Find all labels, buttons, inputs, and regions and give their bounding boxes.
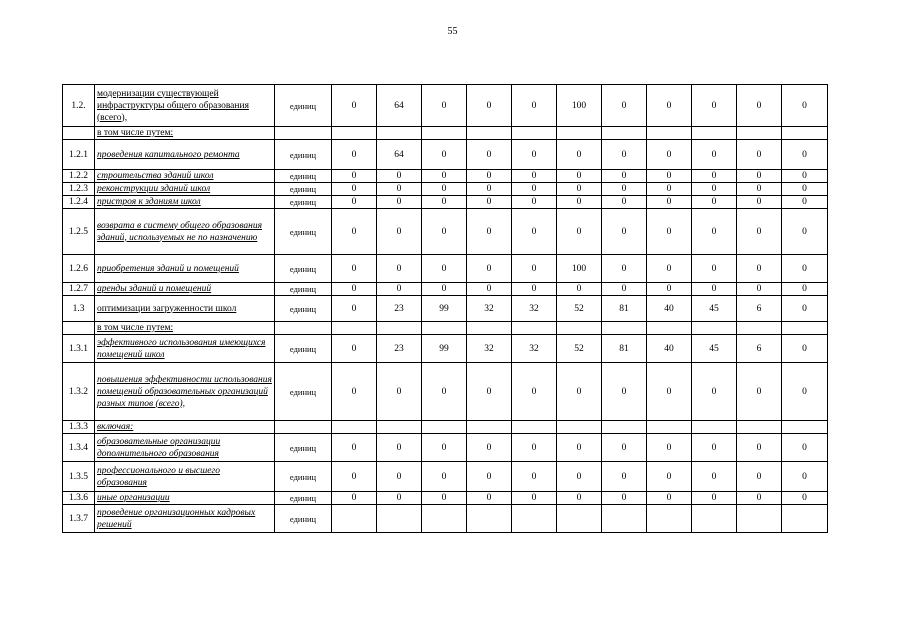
value-cell: 0: [737, 140, 782, 170]
value-cell: [737, 505, 782, 533]
value-cell: [467, 127, 512, 140]
value-cell: 0: [647, 255, 692, 283]
table-row: [63, 462, 828, 492]
value-cell: 0: [692, 434, 737, 462]
value-cell: [422, 322, 467, 335]
value-cell: 81: [602, 335, 647, 363]
table-row: [63, 196, 828, 209]
value-cell: 0: [422, 283, 467, 296]
value-cell: 0: [512, 183, 557, 196]
value-cell: [332, 127, 377, 140]
row-name-text: проведения капитального ремонта: [97, 149, 240, 160]
value-cell: 0: [692, 85, 737, 127]
value-cell: 0: [332, 434, 377, 462]
value-cell: 0: [512, 85, 557, 127]
value-cell: 0: [602, 183, 647, 196]
value-cell: 0: [422, 462, 467, 492]
value-cell: 0: [332, 462, 377, 492]
value-cell: [692, 505, 737, 533]
table-row: [63, 255, 828, 283]
value-cell: 0: [602, 462, 647, 492]
value-cell: 0: [512, 434, 557, 462]
value-cell: [602, 127, 647, 140]
row-name: [95, 434, 275, 462]
value-cell: 32: [467, 296, 512, 322]
value-cell: [557, 505, 602, 533]
value-cell: 0: [422, 363, 467, 421]
value-cell: 0: [557, 363, 602, 421]
value-cell: 0: [557, 140, 602, 170]
row-code: 1.2.6: [63, 255, 95, 283]
table-row: [63, 209, 828, 255]
value-cell: [467, 322, 512, 335]
row-unit: единиц: [275, 85, 332, 127]
value-cell: 0: [332, 196, 377, 209]
row-code: 1.2.3: [63, 183, 95, 196]
row-name-text: в том числе путем:: [97, 323, 174, 333]
value-cell: 32: [467, 335, 512, 363]
value-cell: 64: [377, 140, 422, 170]
value-cell: 0: [602, 85, 647, 127]
value-cell: 0: [782, 462, 828, 492]
row-code: 1.2.7: [63, 283, 95, 296]
row-code: 1.3.1: [63, 335, 95, 363]
value-cell: [647, 421, 692, 434]
value-cell: [602, 421, 647, 434]
value-cell: 0: [377, 434, 422, 462]
value-cell: 0: [467, 183, 512, 196]
row-name: [95, 322, 275, 335]
table-row: [63, 127, 828, 140]
value-cell: [422, 421, 467, 434]
value-cell: 0: [602, 209, 647, 255]
value-cell: [782, 322, 828, 335]
value-cell: 32: [512, 335, 557, 363]
value-cell: 0: [737, 170, 782, 183]
value-cell: 0: [512, 363, 557, 421]
value-cell: 0: [782, 283, 828, 296]
value-cell: 0: [512, 255, 557, 283]
table-row: [63, 322, 828, 335]
row-name: [95, 85, 275, 127]
value-cell: 0: [737, 255, 782, 283]
value-cell: [557, 322, 602, 335]
value-cell: 0: [647, 183, 692, 196]
value-cell: 0: [737, 183, 782, 196]
row-unit: единиц: [275, 170, 332, 183]
value-cell: 0: [377, 196, 422, 209]
value-cell: 0: [737, 462, 782, 492]
value-cell: 0: [332, 140, 377, 170]
value-cell: 81: [602, 296, 647, 322]
value-cell: [512, 505, 557, 533]
value-cell: 0: [737, 283, 782, 296]
value-cell: 0: [557, 492, 602, 505]
value-cell: 0: [422, 255, 467, 283]
value-cell: 0: [647, 462, 692, 492]
row-code: 1.3.4: [63, 434, 95, 462]
value-cell: 0: [647, 283, 692, 296]
table-row: [63, 85, 828, 127]
row-name: [95, 335, 275, 363]
value-cell: 0: [602, 196, 647, 209]
value-cell: 0: [422, 183, 467, 196]
value-cell: 0: [377, 462, 422, 492]
value-cell: [737, 421, 782, 434]
row-name-text: реконструкции зданий школ: [97, 184, 211, 194]
value-cell: 0: [647, 209, 692, 255]
value-cell: 0: [692, 170, 737, 183]
value-cell: 0: [782, 335, 828, 363]
value-cell: 0: [377, 363, 422, 421]
value-cell: [467, 505, 512, 533]
row-unit: единиц: [275, 296, 332, 322]
value-cell: 0: [332, 85, 377, 127]
row-name-text: возврата в систему общего образования зданий, используемых не по назначению: [97, 220, 263, 243]
value-cell: [692, 127, 737, 140]
value-cell: 52: [557, 296, 602, 322]
value-cell: 0: [782, 255, 828, 283]
value-cell: 0: [602, 283, 647, 296]
table-row: [63, 434, 828, 462]
table-row: [63, 283, 828, 296]
row-name: [95, 127, 275, 140]
row-name-text: строительства зданий школ: [97, 171, 214, 181]
value-cell: [422, 127, 467, 140]
row-code: 1.3.2: [63, 363, 95, 421]
row-code: [63, 127, 95, 140]
value-cell: 0: [557, 434, 602, 462]
value-cell: [647, 505, 692, 533]
row-name-text: эффективного использования имеющихся помещений школ: [97, 337, 266, 360]
value-cell: 0: [737, 196, 782, 209]
table-row: [63, 335, 828, 363]
row-name: [95, 462, 275, 492]
row-unit: единиц: [275, 209, 332, 255]
value-cell: 6: [737, 296, 782, 322]
row-name-text: оптимизации загруженности школ: [97, 303, 237, 314]
table-row: [63, 296, 828, 322]
value-cell: 0: [512, 462, 557, 492]
value-cell: 0: [602, 140, 647, 170]
value-cell: [512, 421, 557, 434]
row-name-text: модернизации существующей инфраструктуры общего образования (всего),: [97, 88, 249, 123]
row-name: [95, 296, 275, 322]
row-code: 1.2.5: [63, 209, 95, 255]
value-cell: 32: [512, 296, 557, 322]
value-cell: 40: [647, 335, 692, 363]
value-cell: 0: [422, 434, 467, 462]
value-cell: 6: [737, 335, 782, 363]
value-cell: [467, 421, 512, 434]
value-cell: 0: [557, 462, 602, 492]
row-code: 1.2.: [63, 85, 95, 127]
value-cell: [692, 421, 737, 434]
value-cell: 0: [782, 363, 828, 421]
value-cell: 0: [512, 140, 557, 170]
value-cell: [332, 421, 377, 434]
value-cell: 0: [377, 283, 422, 296]
value-cell: 23: [377, 296, 422, 322]
row-name-text: включая:: [97, 422, 134, 432]
value-cell: 0: [647, 434, 692, 462]
table-row: [63, 421, 828, 434]
value-cell: 0: [692, 492, 737, 505]
value-cell: 0: [377, 255, 422, 283]
value-cell: 0: [557, 170, 602, 183]
row-code: 1.3: [63, 296, 95, 322]
row-unit: единиц: [275, 462, 332, 492]
value-cell: 0: [467, 462, 512, 492]
value-cell: 45: [692, 335, 737, 363]
value-cell: 0: [332, 255, 377, 283]
row-unit: единиц: [275, 255, 332, 283]
value-cell: 0: [512, 170, 557, 183]
row-unit: единиц: [275, 140, 332, 170]
value-cell: [602, 322, 647, 335]
value-cell: 0: [557, 196, 602, 209]
value-cell: 0: [602, 492, 647, 505]
value-cell: 0: [377, 492, 422, 505]
row-name: [95, 196, 275, 209]
row-name: [95, 363, 275, 421]
value-cell: 40: [647, 296, 692, 322]
value-cell: [512, 127, 557, 140]
value-cell: 0: [332, 209, 377, 255]
row-name-text: повышения эффективности использования помещений образовательных организаций разных типов (всего),: [97, 374, 272, 409]
value-cell: 0: [512, 283, 557, 296]
row-unit: единиц: [275, 183, 332, 196]
row-unit: единиц: [275, 283, 332, 296]
row-name: [95, 170, 275, 183]
value-cell: [782, 127, 828, 140]
value-cell: 0: [467, 255, 512, 283]
row-code: 1.2.2: [63, 170, 95, 183]
page-number: 55: [447, 26, 458, 37]
table-row: [63, 505, 828, 533]
value-cell: 0: [737, 209, 782, 255]
value-cell: [377, 127, 422, 140]
row-name-text: пристроя к зданиям школ: [97, 197, 201, 207]
value-cell: [332, 505, 377, 533]
value-cell: 0: [557, 283, 602, 296]
value-cell: 0: [647, 170, 692, 183]
value-cell: 0: [647, 140, 692, 170]
value-cell: 0: [332, 183, 377, 196]
row-code: 1.3.5: [63, 462, 95, 492]
value-cell: 0: [557, 183, 602, 196]
value-cell: 99: [422, 335, 467, 363]
value-cell: [647, 127, 692, 140]
row-name: [95, 421, 275, 434]
value-cell: 0: [602, 363, 647, 421]
row-name: [95, 492, 275, 505]
row-name: [95, 505, 275, 533]
value-cell: 0: [782, 170, 828, 183]
row-name-text: приобретения зданий и помещений: [97, 263, 239, 274]
value-cell: 0: [377, 183, 422, 196]
row-unit: [275, 421, 332, 434]
value-cell: 0: [692, 209, 737, 255]
value-cell: 100: [557, 85, 602, 127]
row-name-text: профессионального и высшего образования: [97, 465, 220, 488]
value-cell: 0: [512, 196, 557, 209]
table-row: [63, 492, 828, 505]
row-code: 1.2.4: [63, 196, 95, 209]
value-cell: 0: [467, 363, 512, 421]
value-cell: 0: [467, 492, 512, 505]
value-cell: 0: [692, 462, 737, 492]
value-cell: 0: [602, 434, 647, 462]
value-cell: 0: [737, 85, 782, 127]
value-cell: [737, 322, 782, 335]
value-cell: [602, 505, 647, 533]
table-row: [63, 170, 828, 183]
value-cell: 45: [692, 296, 737, 322]
value-cell: [557, 127, 602, 140]
value-cell: 0: [332, 283, 377, 296]
value-cell: 0: [692, 183, 737, 196]
value-cell: 0: [602, 170, 647, 183]
indicators-table: [62, 84, 828, 533]
table-row: [63, 363, 828, 421]
value-cell: 0: [782, 209, 828, 255]
value-cell: 0: [692, 196, 737, 209]
row-unit: [275, 322, 332, 335]
value-cell: 0: [647, 363, 692, 421]
row-name-text: в том числе путем:: [97, 128, 174, 138]
value-cell: 0: [647, 492, 692, 505]
value-cell: 0: [422, 209, 467, 255]
value-cell: [377, 505, 422, 533]
value-cell: 0: [467, 209, 512, 255]
value-cell: [377, 421, 422, 434]
value-cell: 0: [332, 335, 377, 363]
value-cell: 0: [422, 85, 467, 127]
value-cell: 0: [332, 170, 377, 183]
value-cell: 0: [467, 170, 512, 183]
value-cell: [782, 421, 828, 434]
value-cell: 0: [692, 255, 737, 283]
value-cell: 0: [512, 209, 557, 255]
value-cell: 0: [737, 492, 782, 505]
value-cell: 0: [782, 183, 828, 196]
value-cell: [692, 322, 737, 335]
value-cell: 64: [377, 85, 422, 127]
row-unit: единиц: [275, 492, 332, 505]
value-cell: 0: [467, 196, 512, 209]
row-unit: единиц: [275, 196, 332, 209]
value-cell: 52: [557, 335, 602, 363]
row-name-text: иные организации: [97, 493, 170, 503]
value-cell: 0: [782, 85, 828, 127]
row-unit: единиц: [275, 363, 332, 421]
value-cell: 0: [422, 196, 467, 209]
row-code: 1.3.7: [63, 505, 95, 533]
value-cell: [422, 505, 467, 533]
value-cell: 99: [422, 296, 467, 322]
table-row: [63, 183, 828, 196]
value-cell: [512, 322, 557, 335]
value-cell: 0: [467, 140, 512, 170]
row-name: [95, 140, 275, 170]
value-cell: 0: [557, 209, 602, 255]
value-cell: 0: [377, 209, 422, 255]
table-row: [63, 140, 828, 170]
value-cell: 0: [782, 492, 828, 505]
value-cell: [782, 505, 828, 533]
value-cell: 0: [512, 492, 557, 505]
value-cell: 0: [782, 434, 828, 462]
value-cell: [647, 322, 692, 335]
value-cell: 0: [332, 296, 377, 322]
value-cell: 0: [377, 170, 422, 183]
value-cell: 0: [782, 296, 828, 322]
value-cell: 0: [647, 85, 692, 127]
value-cell: 0: [422, 140, 467, 170]
row-name: [95, 255, 275, 283]
row-unit: единиц: [275, 335, 332, 363]
value-cell: [737, 127, 782, 140]
value-cell: 0: [467, 283, 512, 296]
row-unit: [275, 127, 332, 140]
value-cell: 0: [467, 434, 512, 462]
value-cell: 0: [737, 434, 782, 462]
row-name: [95, 209, 275, 255]
value-cell: 0: [782, 196, 828, 209]
value-cell: 0: [602, 255, 647, 283]
row-code: 1.3.6: [63, 492, 95, 505]
value-cell: 0: [647, 196, 692, 209]
row-name-text: образовательные организации дополнительного образования: [97, 436, 221, 459]
value-cell: 0: [332, 363, 377, 421]
value-cell: 23: [377, 335, 422, 363]
value-cell: [557, 421, 602, 434]
value-cell: 0: [332, 492, 377, 505]
row-name: [95, 283, 275, 296]
value-cell: 0: [422, 492, 467, 505]
row-name: [95, 183, 275, 196]
value-cell: 0: [782, 140, 828, 170]
row-unit: единиц: [275, 434, 332, 462]
value-cell: [332, 322, 377, 335]
value-cell: [377, 322, 422, 335]
row-unit: единиц: [275, 505, 332, 533]
value-cell: 0: [692, 363, 737, 421]
value-cell: 0: [737, 363, 782, 421]
row-code: 1.2.1: [63, 140, 95, 170]
row-name-text: проведение организационных кадровых решений: [97, 507, 256, 530]
value-cell: 0: [422, 170, 467, 183]
value-cell: 0: [692, 283, 737, 296]
value-cell: 100: [557, 255, 602, 283]
row-name-text: аренды зданий и помещений: [97, 284, 212, 294]
row-code: [63, 322, 95, 335]
value-cell: 0: [692, 140, 737, 170]
value-cell: 0: [467, 85, 512, 127]
row-code: 1.3.3: [63, 421, 95, 434]
